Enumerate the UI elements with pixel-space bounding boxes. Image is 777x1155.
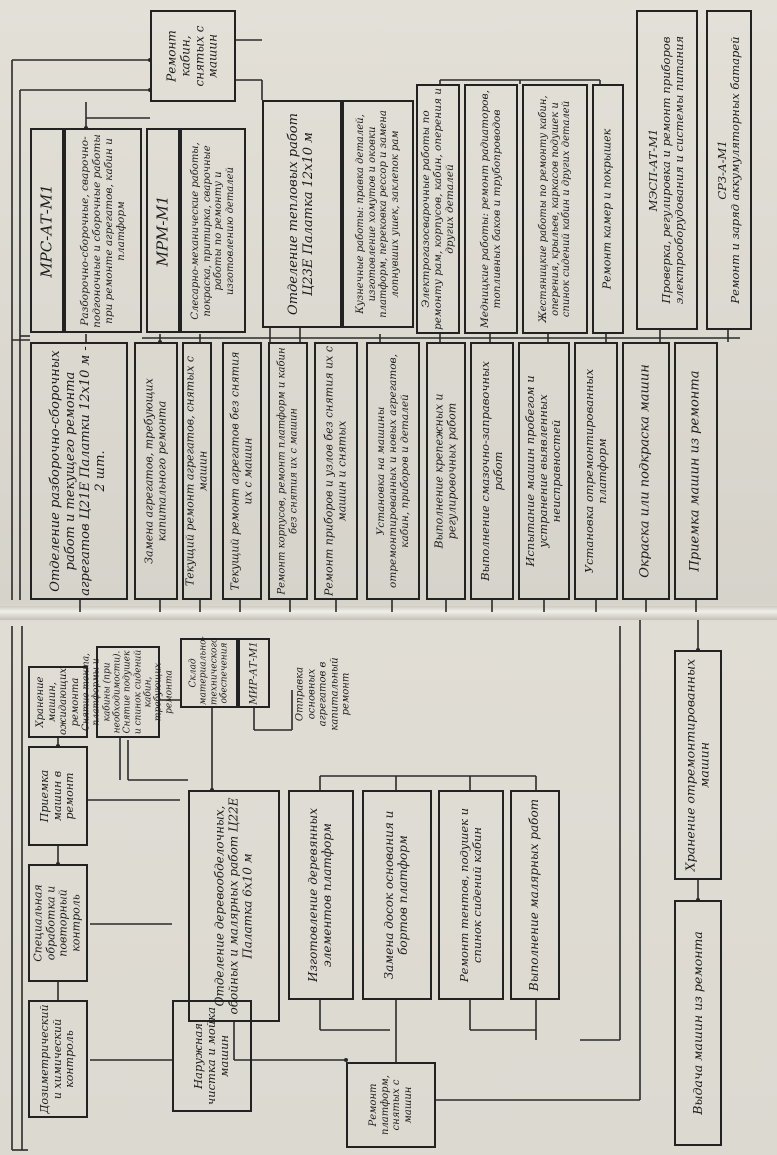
box-tires: [592, 84, 624, 334]
box-electro-welding: [416, 84, 460, 334]
label-ship-aggregates: Отправка основных агрегатов в капитальный ремонт: [294, 657, 352, 731]
box-special-treatment: [28, 864, 88, 982]
box-road-test: [518, 342, 570, 600]
box-repair-tents: [438, 790, 504, 1000]
box-release: [674, 900, 722, 1146]
box-thermal-desc: [342, 100, 414, 328]
label-mesp-at-m1: МЭСП-АТ-М1: [646, 128, 661, 212]
label-painting: Окраска или подкраска машин: [637, 364, 653, 578]
label-mesp-desc: Проверка, регулировка и ремонт приборов электрооборудования и системы питания: [659, 35, 687, 305]
label-srz-a-m1: СРЗ-А-М1: [714, 140, 729, 200]
label-warehouse: Склад материально-технического обеспечения: [188, 636, 230, 705]
box-copper-works: [464, 84, 518, 334]
label-repair-instruments: Ремонт приборов и узлов без снятия их с машин и снятых: [322, 345, 348, 597]
box-replace-boards: [362, 790, 432, 1000]
label-remove-tent: Снятие тента, платформы и кабины (при необходимости). Снятие подушек и спинок сидений кабин, требующих ремонта: [81, 649, 175, 735]
label-painting-works: Выполнение малярных работ: [527, 798, 542, 992]
label-repair-cabins: Ремонт кабин, снятых с машин: [164, 25, 220, 87]
box-painting: [622, 342, 670, 600]
label-mir-at-m1: МИР-АТ-М1: [248, 641, 260, 705]
label-replace-aggregates: Замена агрегатов, требующих капитального ремонта: [142, 378, 168, 564]
box-mir-at-m1: [238, 638, 270, 708]
label-repair-tents: Ремонт тентов, подушек и спинок сидений кабин: [456, 807, 484, 983]
box-reception: [28, 746, 88, 846]
label-storage-waiting: Хранение машин, ожидающих ремонта: [35, 667, 81, 735]
box-dosimetric: [28, 1000, 88, 1118]
box-mrm-desc: [180, 128, 246, 333]
label-repair-platforms: Ремонт платформ, снятых с машин: [368, 1075, 414, 1135]
label-mrs-at-m1: МРС-АТ-М1: [37, 183, 56, 278]
box-repair-instruments: [314, 342, 358, 600]
box-acceptance: [674, 342, 718, 600]
box-fastening-works: [426, 342, 466, 600]
label-acceptance: Приемка машин из ремонта: [687, 370, 703, 572]
label-disassembly-dept: Отделение разборочно-сборочных работ и текущего ремонта агрегатов Ц21Е Палатки 12х10 м - 2 шт.: [48, 346, 108, 596]
label-tin-works: Жестяницкие работы по ремонту кабин, оперения, крыльев, каркасов подушек и спинок сидений кабин и других деталей: [537, 95, 572, 323]
box-thermal-dept: [262, 100, 342, 328]
box-mrs-at-m1: [30, 128, 64, 333]
label-outer-cleaning: Наружная чистка и мойка машин: [191, 1007, 232, 1105]
label-current-repair-removed: Текущий ремонт агрегатов, снятых с машин: [183, 355, 209, 587]
label-dosimetric: Дозиметрический и химический контроль: [38, 1004, 77, 1114]
box-storage-repaired: [674, 650, 722, 880]
label-tires: Ремонт камер и покрышек: [600, 128, 614, 290]
label-fastening-works: Выполнение крепежных и регулировочных работ: [432, 393, 458, 549]
box-mesp: [636, 10, 698, 330]
box-lubrication: [470, 342, 514, 600]
box-current-repair-removed: [182, 342, 212, 600]
box-install-platforms: [574, 342, 618, 600]
label-storage-repaired: Хранение отремонтированных машин: [682, 658, 712, 872]
box-install-on-machines: [366, 342, 420, 600]
label-thermal-desc: Кузнечные работы: правка деталей, изготовление хомутов и оковки платформ, перековка рессор и замена лопнувших ушек, заклепок рам: [355, 110, 401, 318]
box-painting-works: [510, 790, 560, 1000]
label-electro-welding: Электрогазосварочные работы по ремонту рам, корпусов, кабин, оперения и других деталей: [419, 87, 457, 331]
label-special-treatment: Специальная обработка и повторный контроль: [31, 884, 83, 962]
label-current-repair-onboard: Текущий ремонт агрегатов без снятия их с машин: [228, 351, 254, 591]
box-woodworking-dept: [188, 790, 280, 1022]
box-mrs-desc: [64, 128, 142, 333]
label-road-test: Испытание машин пробегом и устранение выявленных неисправностей: [523, 375, 564, 567]
label-srz-desc: Ремонт и заряд аккумуляторных батарей: [728, 36, 742, 304]
label-install-on-machines: Установка на машины отремонтированных и новых агрегатов, кабин, приборов и деталей: [374, 354, 412, 588]
label-srz: [716, 13, 742, 327]
label-reception: Приемка машин в ремонт: [38, 769, 77, 823]
box-disassembly-dept: [30, 342, 128, 600]
label-replace-boards: Замена досок основания и бортов платформ: [382, 810, 410, 980]
box-wooden-elements: [288, 790, 354, 1000]
label-repair-hulls: Ремонт корпусов, ремонт платформ и кабин без снятия их с машин: [276, 347, 299, 595]
label-install-platforms: Установка отремонтированных платформ: [581, 368, 609, 574]
label-mrm-desc: Слесарно-механические работы, покраска, притирка, сварочные работы по ремонту и изготовлению деталей: [190, 141, 236, 320]
box-repair-platforms: [346, 1062, 436, 1148]
label-mrm-m1: МРМ-М1: [153, 195, 172, 266]
label-release: Выдача машин из ремонта: [689, 931, 705, 1115]
label-copper-works: Медницкие работы: ремонт радиаторов, топливных баков и трубопроводов: [478, 90, 503, 328]
box-warehouse: [180, 638, 238, 708]
box-ship-aggregates: [292, 638, 354, 750]
box-srz: [706, 10, 752, 330]
label-lubrication: Выполнение смазочно-заправочных работ: [477, 361, 505, 581]
box-tin-works: [522, 84, 588, 334]
label-wooden-elements: Изготовление деревянных элементов платформ: [306, 808, 334, 982]
box-mrm-m1: [146, 128, 180, 333]
label-woodworking-dept: Отделение деревообделочных, обойных и малярных работ Ц22Е Палатка 6х10 м: [212, 797, 254, 1015]
box-remove-tent: [81, 646, 175, 738]
label-mesp: [647, 13, 687, 327]
box-repair-hulls: [268, 342, 308, 600]
box-replace-aggregates: [134, 342, 178, 600]
box-storage-waiting: [28, 666, 88, 738]
label-mrs-desc: Разборочно-сборочные, сварочно-подгоночные и сборочные работы при ремонте агрегатов, кабин и платформ: [78, 133, 128, 328]
box-current-repair-onboard: [222, 342, 262, 600]
label-thermal-dept: Отделение тепловых работ Ц23Е Палатка 12х10 м: [286, 113, 316, 315]
box-repair-cabins: [150, 10, 236, 102]
